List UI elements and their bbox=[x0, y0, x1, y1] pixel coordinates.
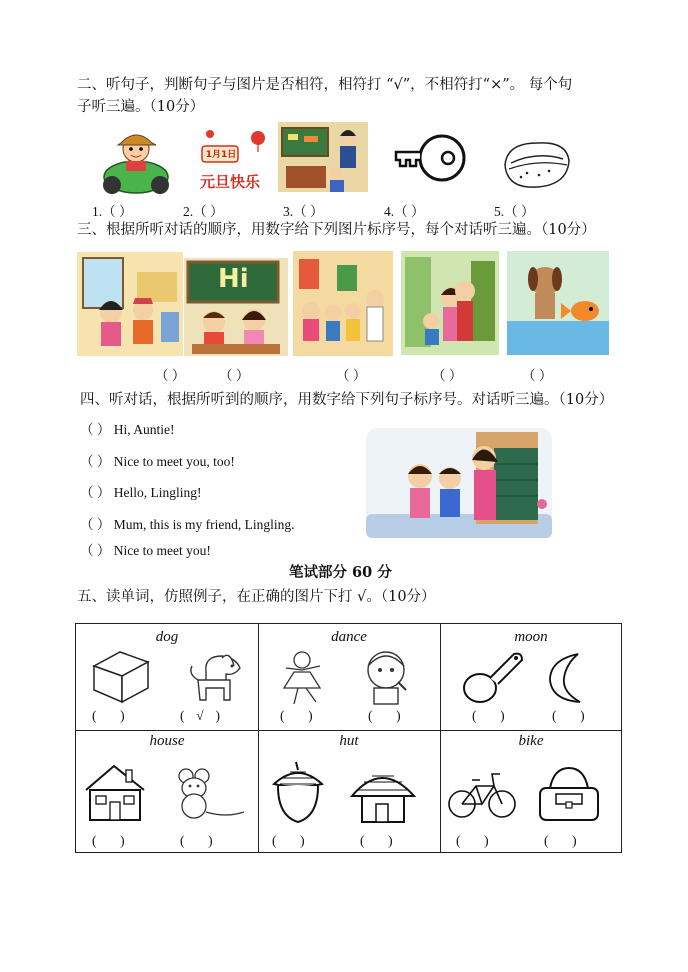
classroom-picture bbox=[278, 122, 368, 192]
blank-dog[interactable]: ( √ ) bbox=[180, 708, 220, 723]
sentence-item-3 bbox=[80, 481, 202, 501]
example-tick-mark: √ bbox=[196, 708, 204, 723]
blank-acorn[interactable]: ( ) bbox=[272, 833, 305, 848]
blank-spoon[interactable]: ( ) bbox=[472, 708, 505, 723]
sentence-text: Nice to meet you! bbox=[113, 543, 211, 558]
blank-moon[interactable]: ( ) bbox=[552, 708, 585, 723]
section3-blank-4[interactable]: （ ） bbox=[432, 368, 463, 383]
section2-title-line1: 二、听句子，判断句子与图片是否相符，相符打 “√”，不相符打“×”。 每个句 bbox=[77, 77, 573, 93]
bicycle-picture bbox=[448, 766, 516, 822]
blank-mouse[interactable]: ( ) bbox=[180, 833, 213, 848]
word-picture-grid bbox=[75, 623, 622, 853]
sentence-blank[interactable]: （ ） bbox=[80, 485, 111, 500]
section3-blank-2[interactable]: （ ） bbox=[219, 368, 250, 383]
section3-blank-3[interactable]: （ ） bbox=[336, 368, 367, 383]
box-picture bbox=[90, 648, 152, 704]
dog-picture bbox=[186, 646, 248, 706]
sentence-text: Mum, this is my friend, Lingling. bbox=[113, 517, 295, 532]
written-part-header: 笔试部分 60 分 bbox=[289, 564, 392, 581]
section2-blank-5[interactable]: 5.（ ） bbox=[494, 204, 535, 219]
word-bike: bike bbox=[518, 733, 544, 749]
section4-title: 四、听对话，根据所听到的顺序，用数字给下列句子标序号。对话听三遍。（10分） bbox=[80, 392, 614, 408]
key-picture bbox=[392, 130, 470, 186]
blackboard-hi-text: Hi bbox=[218, 264, 249, 294]
section3-blank-5[interactable]: （ ） bbox=[522, 368, 553, 383]
singing-girl-picture bbox=[356, 646, 416, 706]
spoon-picture bbox=[460, 648, 526, 706]
blank-house[interactable]: ( ) bbox=[92, 833, 125, 848]
section5-title: 五、读单词，仿照例子，在正确的图片下打 √。（10分） bbox=[77, 589, 436, 605]
sentence-item-2 bbox=[80, 450, 235, 470]
banner-text: 元旦快乐 bbox=[200, 173, 261, 191]
hot-dog-picture bbox=[497, 135, 575, 193]
hut-picture bbox=[348, 764, 418, 826]
friends-at-door-picture bbox=[366, 428, 552, 538]
word-hut: hut bbox=[339, 733, 359, 749]
mouse-picture bbox=[172, 766, 248, 824]
word-moon: moon bbox=[514, 629, 548, 645]
section2-blank-4[interactable]: 4.（ ） bbox=[384, 204, 425, 219]
blank-bicycle[interactable]: ( ) bbox=[456, 833, 489, 848]
section2-blank-2[interactable]: 2.（ ） bbox=[183, 204, 224, 219]
dancing-girl-picture bbox=[276, 648, 338, 706]
sentence-blank[interactable]: （ ） bbox=[80, 422, 111, 437]
house-picture bbox=[82, 762, 148, 824]
new-year-banner-picture bbox=[196, 124, 276, 196]
kids-group-picture bbox=[293, 251, 393, 356]
section2-blank-1[interactable]: 1.（ ） bbox=[92, 204, 133, 219]
greeting-classroom-picture bbox=[77, 252, 183, 356]
boy-in-car-picture bbox=[100, 127, 172, 197]
acorn-picture bbox=[272, 760, 324, 826]
sentence-blank[interactable]: （ ） bbox=[80, 454, 111, 469]
dog-and-fish-picture bbox=[507, 251, 609, 355]
sentence-blank[interactable]: （ ） bbox=[80, 543, 111, 558]
word-house: house bbox=[149, 733, 185, 749]
doorway-picture bbox=[401, 251, 499, 355]
blank-box[interactable]: ( ) bbox=[92, 708, 125, 723]
sentence-item-1 bbox=[80, 418, 175, 438]
crescent-moon-picture bbox=[538, 650, 600, 704]
section2-blank-3[interactable]: 3.（ ） bbox=[283, 204, 324, 219]
sentence-text: Hello, Lingling! bbox=[113, 485, 202, 500]
blank-dancing-girl[interactable]: ( ) bbox=[280, 708, 313, 723]
blank-hut[interactable]: ( ) bbox=[360, 833, 393, 848]
word-dance: dance bbox=[331, 629, 367, 645]
bag-picture bbox=[536, 766, 602, 824]
section2-title-line2: 子听三遍。（10分） bbox=[77, 99, 205, 115]
blank-bag[interactable]: ( ) bbox=[544, 833, 577, 848]
sentence-text: Hi, Auntie! bbox=[113, 422, 175, 437]
sentence-item-5 bbox=[80, 539, 211, 559]
blank-singing-girl[interactable]: ( ) bbox=[368, 708, 401, 723]
section3-title: 三、根据所听对话的顺序，用数字给下列图片标序号，每个对话听三遍。（10分） bbox=[77, 222, 596, 238]
hi-blackboard-picture bbox=[184, 258, 288, 356]
sentence-blank[interactable]: （ ） bbox=[80, 517, 111, 532]
sentence-item-4 bbox=[80, 513, 295, 533]
word-dog: dog bbox=[155, 629, 179, 645]
banner-date: 1月1日 bbox=[205, 150, 237, 160]
section3-blank-1[interactable]: （ ） bbox=[155, 368, 186, 383]
sentence-text: Nice to meet you, too! bbox=[113, 454, 235, 469]
